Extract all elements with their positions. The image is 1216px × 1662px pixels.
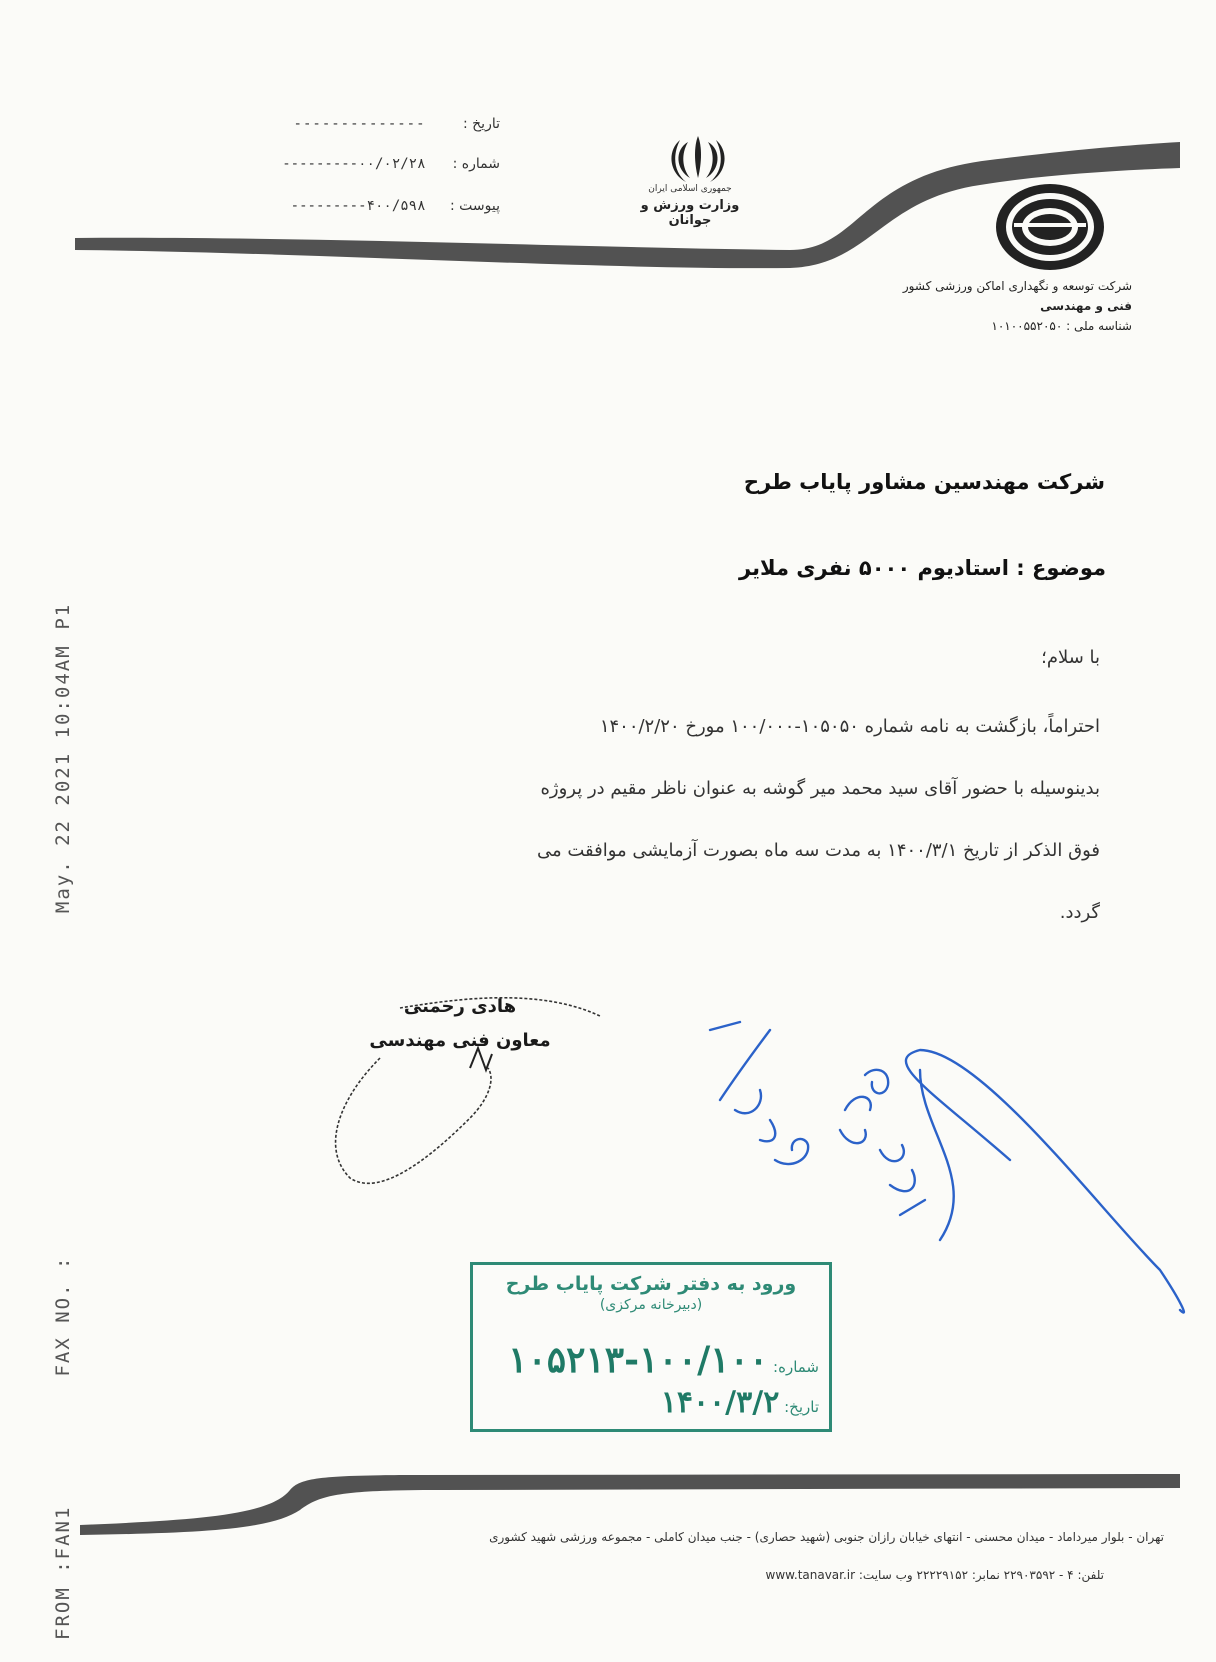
company-unit: فنی و مهندسی	[1040, 299, 1132, 313]
stamp-title: ورود به دفتر شرکت پایاب طرح	[505, 1273, 797, 1295]
attachment-label: پیوست :	[450, 198, 500, 214]
letter-body	[230, 696, 1100, 944]
ministry-top-line: جمهوری اسلامی ایران	[648, 184, 732, 194]
company-name: شرکت توسعه و نگهداری اماکن ورزشی کشور	[902, 279, 1132, 293]
greeting: با سلام؛	[1041, 647, 1100, 668]
iran-emblem-icon	[668, 132, 728, 184]
fax-number-label: FAX NO. :	[52, 1255, 74, 1377]
company-logo-icon	[994, 182, 1106, 272]
signer-name: هادی رحمنی	[403, 996, 517, 1017]
company-block	[900, 276, 1132, 336]
recipient: شرکت مهندسین مشاور پایاب طرح	[743, 470, 1105, 494]
stamp-number-row	[508, 1339, 819, 1381]
body-line: فوق الذکر از تاریخ ۱۴۰۰/۳/۱ به مدت سه ماه بصورت آزمایشی موافقت می	[536, 840, 1100, 861]
fax-datetime: May. 22 2021 10:04AM	[52, 644, 74, 914]
stamp-date-row	[661, 1385, 819, 1420]
number-value: ۰۰/۰۲/۲۸---------	[282, 156, 426, 172]
stamp-date-value: ۱۴۰۰/۳/۲	[660, 1385, 780, 1420]
ministry-name: وزارت ورزش و جوانان	[640, 198, 740, 228]
stamp-number-label: شماره:	[773, 1358, 819, 1376]
footer-band	[80, 1474, 1180, 1535]
number-field	[210, 156, 500, 172]
body-line: گردد.	[1059, 902, 1100, 923]
date-value: --------------	[293, 116, 426, 132]
attachment-value: ۴۰۰/۵۹۸---------	[290, 198, 426, 214]
stamp-subtitle: (دبیرخانه مرکزی)	[599, 1297, 703, 1313]
fax-from: FROM :FAN1	[52, 1505, 74, 1640]
stamp-number-value: ۱۰۰/۱۰۰-۱۰۵۲۱۳	[508, 1339, 769, 1381]
footer-contact: تلفن: ۴ - ۲۲۹۰۳۵۹۲ نمابر: ۲۲۲۲۹۱۵۲ وب سایت: www.tanavar.ir	[765, 1568, 1104, 1582]
body-line: احتراماً، بازگشت به نامه شماره ۱۰۵۰۵۰-۱۰۰/۰۰۰ مورخ ۱۴۰۰/۲/۲۰	[599, 716, 1100, 737]
date-field	[210, 116, 500, 132]
company-id: شناسه ملی : ۱۰۱۰۰۵۵۲۰۵۰	[991, 319, 1132, 333]
fax-page: P1	[52, 602, 74, 630]
attachment-field	[210, 198, 500, 214]
receipt-stamp	[470, 1262, 832, 1432]
subject: موضوع : استادیوم ۵۰۰۰ نفری ملایر	[739, 556, 1106, 580]
signer-title: معاون فنی مهندسی	[369, 1030, 551, 1051]
number-label: شماره :	[452, 156, 500, 172]
footer-address: تهران - بلوار میرداماد - میدان محسنی - انتهای خیابان رازان جنوبی (شهید حصاری) - جنب میدان کاملی - مجموعه ورزشی شهید کشوری	[489, 1530, 1164, 1544]
body-line: بدینوسیله با حضور آقای سید محمد میر گوشه به عنوان ناظر مقیم در پروژه	[540, 778, 1100, 799]
date-label: تاریخ :	[462, 116, 500, 132]
signature-block	[360, 990, 560, 1058]
stamp-date-label: تاریخ:	[784, 1398, 819, 1416]
